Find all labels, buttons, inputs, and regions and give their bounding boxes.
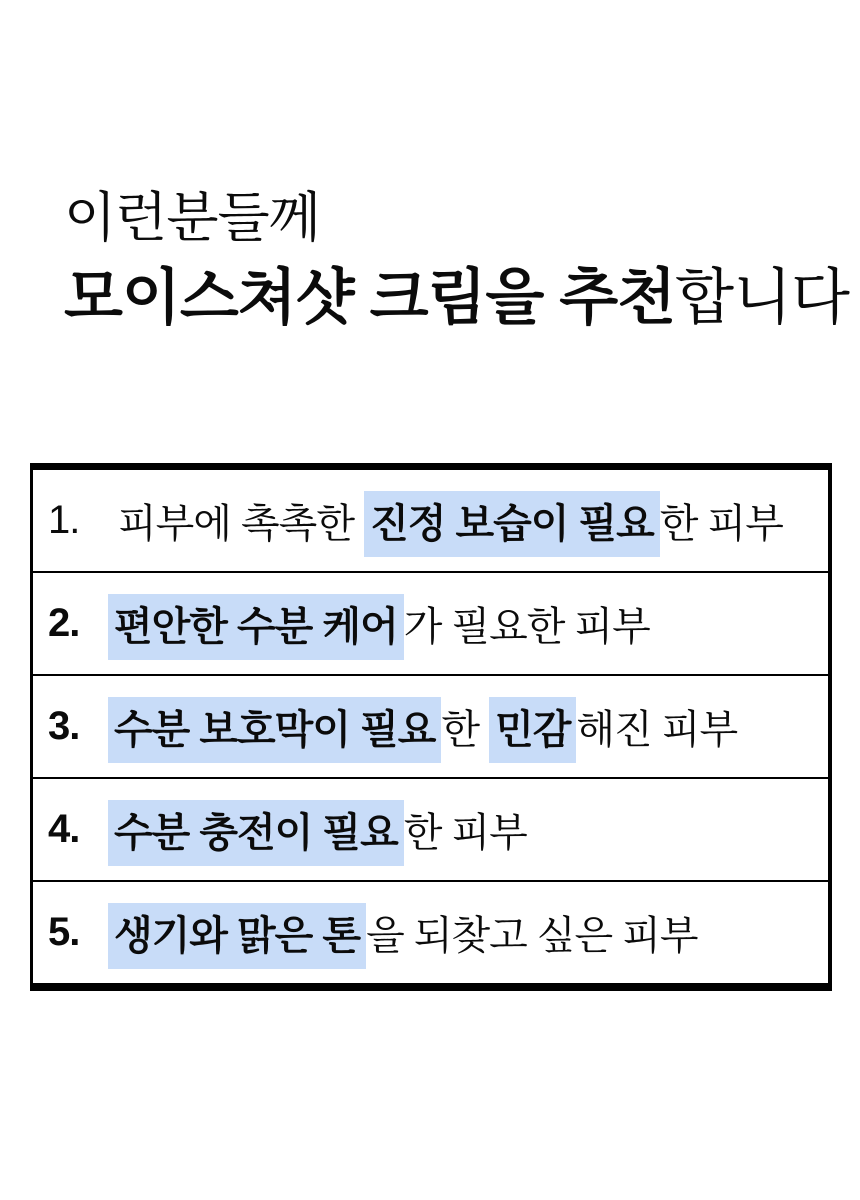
item-text — [118, 492, 783, 549]
list-item-2 — [33, 573, 828, 676]
highlighted-text: 수분 보호막이 필요 — [108, 697, 441, 763]
title-line-2-bold: 모이스쳐샷 크림을 추천 — [64, 263, 676, 331]
item-text — [108, 904, 698, 961]
highlighted-text: 민감 — [489, 697, 576, 763]
list-item-1 — [33, 470, 828, 573]
item-number: 5. — [48, 910, 80, 954]
highlighted-text: 수분 충전이 필요 — [108, 800, 404, 866]
page-title — [64, 186, 849, 338]
highlighted-text: 진정 보습이 필요 — [364, 491, 660, 557]
item-number: 4. — [48, 807, 80, 851]
plain-text: 을 되찾고 싶은 피부 — [366, 914, 698, 958]
plain-text: 한 피부 — [659, 502, 783, 546]
title-line-2-regular: 합니다 — [675, 263, 849, 331]
plain-text: 해진 피부 — [576, 708, 738, 752]
list-item-3 — [33, 676, 828, 779]
item-text — [108, 698, 737, 755]
item-text — [108, 595, 650, 652]
item-text — [108, 801, 527, 858]
item-number: 2. — [48, 601, 80, 645]
plain-text: 가 필요한 피부 — [403, 605, 650, 649]
recommendation-table — [30, 463, 832, 991]
plain-text: 한 — [441, 708, 490, 752]
title-line-2 — [64, 256, 849, 338]
title-line-1: 이런분들께 — [64, 188, 320, 248]
highlighted-text: 편안한 수분 케어 — [108, 594, 404, 660]
item-number: 1. — [48, 498, 80, 542]
item-number: 3. — [48, 704, 80, 748]
plain-text: 피부에 촉촉한 — [118, 502, 365, 546]
list-item-5 — [33, 882, 828, 983]
list-item-4 — [33, 779, 828, 882]
highlighted-text: 생기와 맑은 톤 — [108, 903, 366, 969]
plain-text: 한 피부 — [403, 811, 527, 855]
